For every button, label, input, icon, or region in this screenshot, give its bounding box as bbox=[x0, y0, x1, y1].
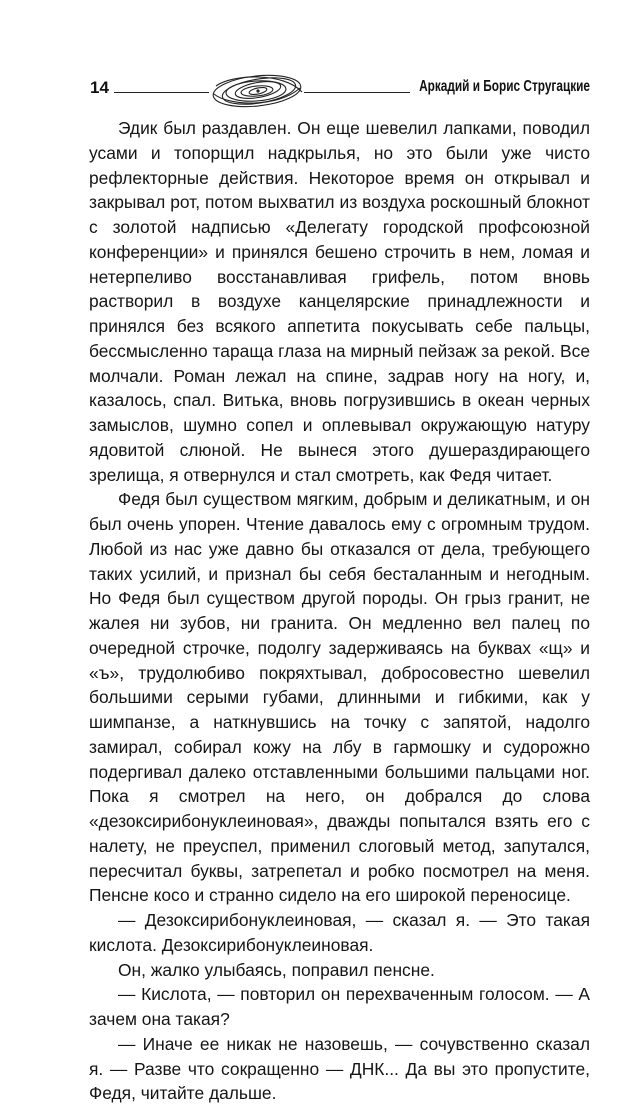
header-rule-right bbox=[304, 92, 410, 93]
paragraph: — Дезоксирибонуклеиновая, — сказал я. — Это такая кислота. Дезоксирибонуклеиновая. bbox=[89, 910, 590, 955]
paragraph: — Иначе ее никак не назовешь, — сочувственно сказал я. — Разве что сокращенно — ДНК... Да вы это пропустите, Федя, читайте дальше. bbox=[89, 1033, 590, 1104]
paragraph: Федя был существом мягким, добрым и деликатным, и он был очень упорен. Чтение давалось ему с огромным трудом. Любой из нас уже давно бы отказался от дела, требующего таких усилий, и признал бы себя бесталанным и негодным. Но Федя был существом другой породы. Он грыз гранит, не жалея ни зубов, ни гранита. Он медленно вел палец по очередной строчке, подолгу задерживаясь на буквах «щ» и «ъ», трудолюбиво покряхтывал, добросовестно шевелил большими серыми губами, длинными и гибкими, как у шимпанзе, а наткнувшись на точку с запятой, надолго замирал, собирал кожу на лбу в гармошку и судорожно подергивал далеко отставленными большими пальцами ног. Пока я смотрел на него, он добрался до слова «дезоксирибонуклеиновая», дважды попытался взять его с налету, не преуспел, применил слоговый метод, запутался, пересчитал буквы, затрепетал и робко посмотрел на меня. Пенсне косо и странно сидело на его широкой переносице. bbox=[89, 489, 590, 906]
body-text bbox=[89, 116, 590, 1106]
running-title: Аркадий и Борис Стругацкие bbox=[419, 78, 590, 95]
swirl-ornament-icon bbox=[208, 72, 306, 110]
page-header bbox=[90, 72, 590, 108]
paragraph: Он, жалко улыбаясь, поправил пенсне. bbox=[118, 959, 435, 980]
paragraph: Эдик был раздавлен. Он еще шевелил лапками, поводил усами и топорщил надкрылья, но это были уже чисто рефлекторные действия. Некоторое время он открывал и закрывал рот, потом выхватил из воздуха роскошный блокнот с золотой надписью «Делегату городской профсоюзной конференции» и принялся бешено строчить в нем, ломая и нетерпеливо восстанавливая грифель, потом вновь растворил в воздухе канцелярские принадлежности и принялся без всякого аппетита покусывать себе пальцы, бессмысленно тараща глаза на мирный пейзаж за рекой. Все молчали. Роман лежал на спине, задрав ногу на ногу, и, казалось, спал. Витька, вновь погрузившись в океан черных замыслов, шумно сопел и оплевывал окружающую натуру ядовитой слюной. Не вынеся этого душераздирающего зрелища, я отвернулся и стал смотреть, как Федя читает. bbox=[89, 118, 590, 485]
paragraph: — Кислота, — повторил он перехваченным голосом. — А зачем она такая? bbox=[89, 984, 590, 1029]
page-number: 14 bbox=[90, 78, 109, 97]
header-rule-left bbox=[114, 92, 209, 93]
